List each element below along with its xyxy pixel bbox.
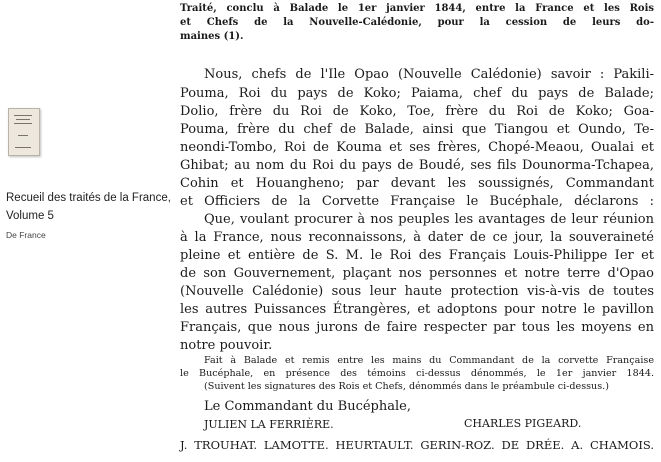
paragraph-line: et Officiers de la Corvette Française le Bucéphale, déclarons : [180, 194, 654, 209]
scanned-page [180, 0, 658, 462]
signature-pigeard: CHARLES PIGEARD. [464, 417, 582, 430]
paragraph-line: à la France, nous reconnaissons, à dater de ce jour, la souveraineté [180, 230, 654, 245]
paragraph-line: Que, voulant procurer à nos peuples les avantages de leur réunion [204, 212, 654, 227]
paragraph-line: Ghibat; au nom du Roi du pays de Boudé, ses fils Dounorma-Tchapea, [180, 158, 654, 173]
paragraph-line: Pouma, Roi du pays de Koko; Paiama, chef du pays de Balade; [180, 86, 654, 101]
signature-row: J. TROUHAT. LAMOTTE. HEURTAULT. GERIN-ROZ. DE DRÉE. A. CHAMOIS. [180, 438, 654, 452]
book-author-link[interactable]: De France [6, 230, 46, 240]
book-title-link[interactable]: Recueil des traités de la France, Volume 5 [6, 192, 171, 222]
treaty-heading-line: maines (1). [180, 31, 244, 42]
signature-ferriere: JULIEN LA FERRIÈRE. [204, 418, 334, 431]
treaty-heading-line: et Chefs de la Nouvelle-Calédonie, pour la cession de leurs do- [180, 17, 654, 28]
book-info-panel [0, 0, 176, 462]
book-cover-icon[interactable] [8, 108, 40, 156]
paragraph-line: de son Gouvernement, plaçant nos personnes et notre terre d'Opao [180, 266, 654, 281]
signature-commandant: Le Commandant du Bucéphale, [204, 399, 411, 414]
closing-line: le Bucéphale, en présence des témoins ci-dessus dénommés, le 1er janvier 1844. [180, 368, 654, 379]
treaty-heading-line: Traité, conclu à Balade le 1er janvier 1844, entre la France et les Rois [180, 3, 654, 14]
paragraph-line: Français, que nous jurons de faire respecter par tous les moyens en [180, 320, 654, 335]
paragraph-line: pleine et entière de S. M. le Roi des Français Louis-Philippe Ier et [180, 248, 654, 263]
closing-line: Fait à Balade et remis entre les mains du Commandant de la corvette Française [204, 355, 654, 366]
paragraph-line: neondi-Tombo, Roi de Kouma et ses frères, Chopé-Meaou, Oualai et [180, 140, 654, 155]
paragraph-line: Nous, chefs de l'Ile Opao (Nouvelle Calédonie) savoir : Pakili- [204, 67, 654, 82]
paragraph-line: Pouma, frère du chef de Balade, ainsi que Tiangou et Oundo, Te- [180, 122, 654, 137]
paragraph-line: notre pouvoir. [180, 338, 273, 353]
paragraph-line: Dolio, frère du Roi de Koko, Toe, frère du Roi de Koko; Goa- [180, 104, 654, 119]
paragraph-line: (Nouvelle Calédonie) sous leur haute protection vis-à-vis de toutes [180, 284, 654, 299]
paragraph-line: Cohin et Houangheno; par devant les soussignés, Commandant [180, 176, 654, 191]
paragraph-line: les autres Puissances Étrangères, et adoptons pour notre le pavillon [180, 302, 654, 317]
closing-line: (Suivent les signatures des Rois et Chefs, dénommés dans le préambule ci-dessus.) [204, 381, 609, 392]
